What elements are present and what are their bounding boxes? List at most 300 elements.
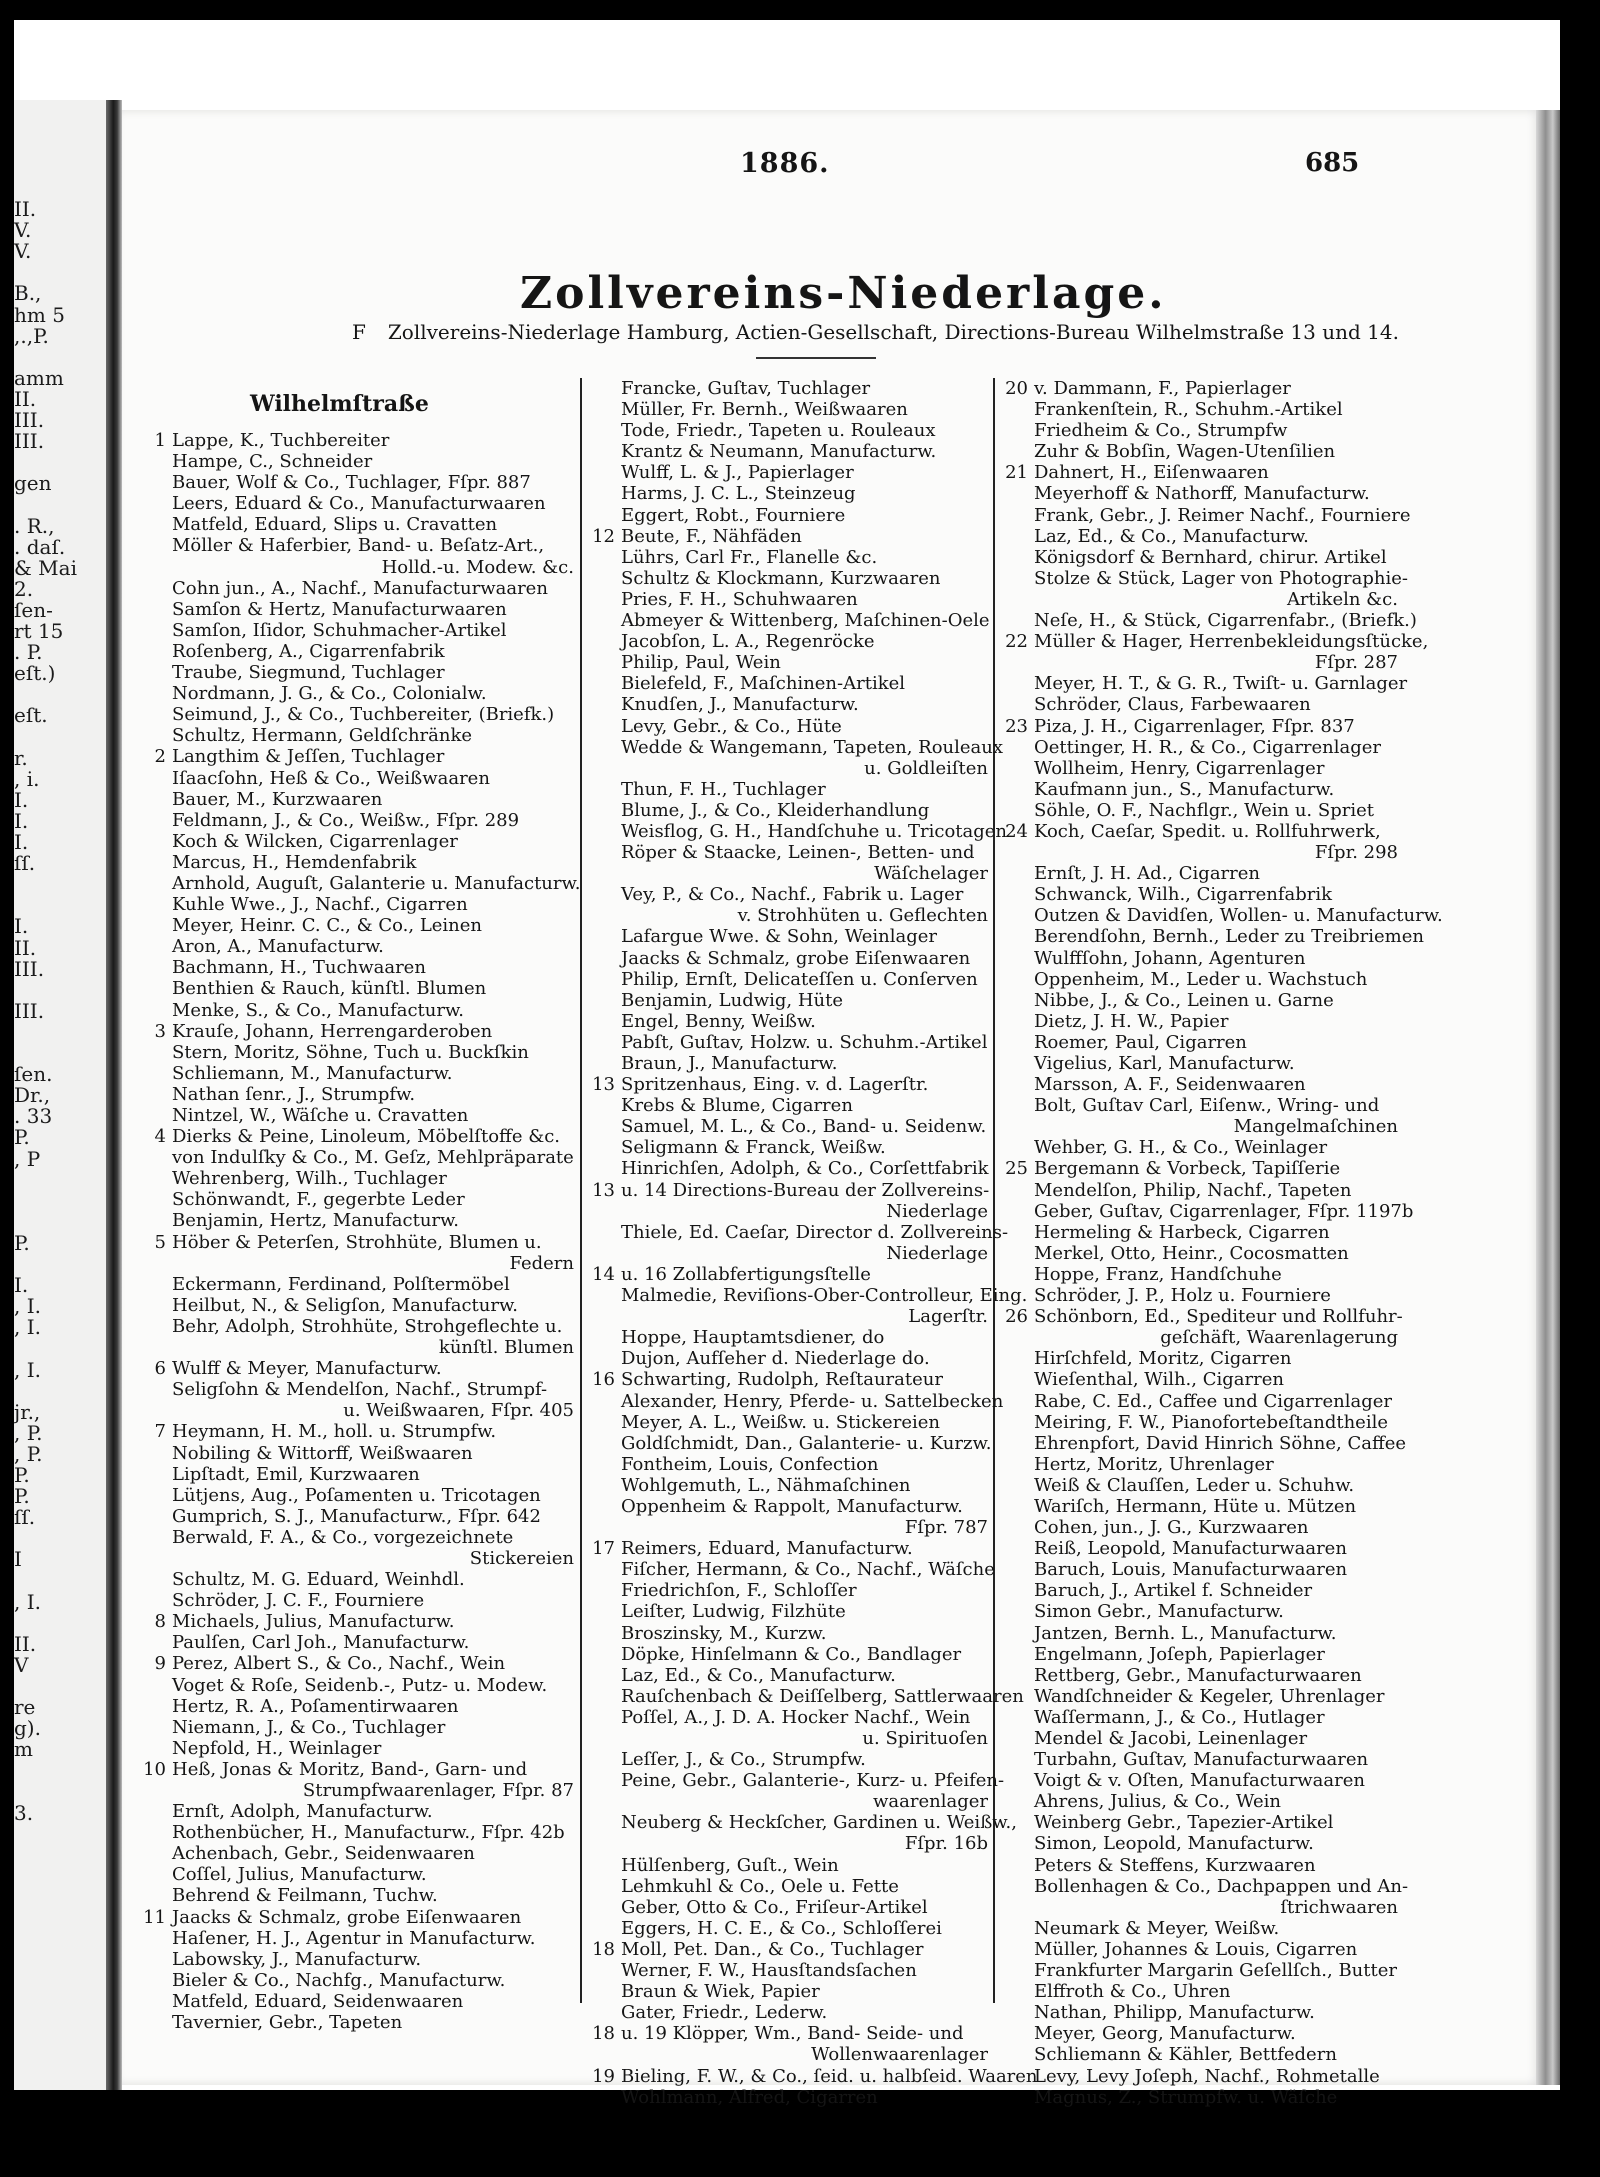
directory-entry bbox=[583, 884, 988, 905]
directory-entry bbox=[996, 1369, 1398, 1390]
entry-text: Nibbe, J., & Co., Leinen u. Garne bbox=[1034, 989, 1334, 1011]
directory-entry bbox=[996, 462, 1398, 483]
prev-page-fragment: . P. bbox=[14, 640, 43, 665]
directory-entry bbox=[583, 1390, 1004, 1412]
directory-entry bbox=[134, 789, 574, 810]
entry-text: Levy, Gebr., & Co., Hüte bbox=[621, 715, 842, 737]
directory-entry bbox=[134, 1949, 574, 1970]
directory-entry bbox=[996, 589, 1398, 610]
prev-page-fragment: , I. bbox=[14, 1589, 41, 1614]
page-number: 685 bbox=[1305, 148, 1360, 178]
entry-text: Magnus, Z., Strumpfw. u. Wäſche bbox=[1034, 2086, 1338, 2108]
entry-text: u. Weißwaaren, Fſpr. 405 bbox=[343, 1400, 574, 1422]
entry-text: Schönborn, Ed., Spediteur und Rollfuhr- bbox=[1034, 1306, 1403, 1328]
directory-entry bbox=[996, 1960, 1398, 1981]
directory-entry bbox=[996, 1011, 1398, 1032]
directory-entry bbox=[996, 1348, 1398, 1369]
house-number: 19 bbox=[592, 2065, 615, 2087]
prev-page-fragment: rt 15 bbox=[14, 619, 64, 643]
prev-page-fragment: ſſ. bbox=[14, 851, 36, 876]
entry-text: Mendelſon, Philip, Nachf., Tapeten bbox=[1034, 1179, 1352, 1201]
entry-text: Lafargue Wwe. & Sohn, Weinlager bbox=[621, 926, 938, 948]
entry-text: Fſpr. 298 bbox=[1314, 842, 1398, 864]
directory-entry bbox=[134, 725, 574, 746]
directory-entry bbox=[996, 1053, 1398, 1074]
page-title: Zollvereins-Niederlage. bbox=[520, 268, 1167, 319]
entry-text: Schröder, J. C. F., Fourniere bbox=[172, 1590, 425, 1612]
entry-text: Schliemann, M., Manufacturw. bbox=[172, 1062, 453, 1084]
entry-text: Frank, Gebr., J. Reimer Nachf., Fourniere bbox=[1034, 504, 1411, 526]
entry-text: Lührs, Carl Fr., Flanelle &c. bbox=[621, 546, 878, 568]
entry-text: Piza, J. H., Cigarrenlager, Fſpr. 837 bbox=[1034, 715, 1355, 737]
directory-entry bbox=[583, 1369, 988, 1390]
entry-text: Schröder, Claus, Farbewaaren bbox=[1034, 694, 1311, 716]
entry-text: Engel, Benny, Weißw. bbox=[621, 1010, 816, 1032]
directory-entry bbox=[134, 1970, 574, 1991]
entry-text: Rabe, C. Ed., Caffee und Cigarrenlager bbox=[1034, 1390, 1392, 1412]
directory-entry bbox=[134, 1126, 574, 1147]
house-number: 3 bbox=[154, 1020, 166, 1042]
prev-page-fragment: I bbox=[14, 1547, 22, 1572]
entry-text: Weisflog, G. H., Handſchuhe u. Tricotagen bbox=[621, 820, 1008, 842]
house-number: 20 bbox=[1005, 378, 1028, 399]
entry-text: Söhle, O. F., Nachflgr., Wein u. Spriet bbox=[1034, 799, 1374, 821]
entry-text: Mendel & Jacobi, Leinenlager bbox=[1034, 1728, 1308, 1749]
directory-entry bbox=[134, 1611, 574, 1632]
directory-entry bbox=[134, 1801, 574, 1822]
entry-text: Lagerſtr. bbox=[908, 1306, 988, 1328]
entry-text: Jacobſon, L. A., Regenröcke bbox=[621, 631, 875, 653]
entry-text: Jaacks & Schmalz, grobe Eiſenwaaren bbox=[172, 1906, 522, 1928]
house-number: 17 bbox=[592, 1538, 615, 1560]
entry-text: Aron, A., Manufacturw. bbox=[172, 936, 384, 958]
entry-text: Wohlmann, Alfred, Cigarren bbox=[621, 2086, 878, 2108]
directory-entry bbox=[583, 1306, 988, 1327]
entry-text: Wehber, G. H., & Co., Weinlager bbox=[1034, 1137, 1328, 1159]
entry-text: Tode, Friedr., Tapeten u. Rouleaux bbox=[621, 420, 936, 442]
entry-text: Federn bbox=[509, 1252, 574, 1274]
entry-text: Koch, Caeſar, Spedit. u. Rollfuhrwerk, bbox=[1034, 820, 1381, 842]
directory-entry bbox=[996, 1707, 1398, 1728]
entry-text: Peine, Gebr., Galanterie-, Kurz- u. Pfeifen- bbox=[621, 1770, 1005, 1792]
prev-page-fragment: II. bbox=[14, 1631, 37, 1656]
entry-text: Stern, Moritz, Söhne, Tuch u. Buckſkin bbox=[172, 1041, 529, 1063]
directory-entry bbox=[996, 1391, 1398, 1412]
directory-entry bbox=[134, 1189, 574, 1210]
entry-text: Dahnert, H., Eiſenwaaren bbox=[1034, 462, 1269, 484]
prev-page-fragment: I. bbox=[14, 914, 29, 939]
directory-entry bbox=[134, 1485, 574, 1506]
entry-text: geſchäft, Waarenlagerung bbox=[1160, 1327, 1398, 1349]
entry-text: Rauſchenbach & Deiſſelberg, Sattlerwaaren bbox=[621, 1685, 1024, 1707]
entry-text: Holld.-u. Modew. &c. bbox=[381, 556, 574, 578]
entry-text: Bolt, Guſtav Carl, Eiſenw., Wring- und bbox=[1034, 1095, 1380, 1117]
entry-text: Samſon, Iſidor, Schuhmacher-Artikel bbox=[172, 619, 507, 641]
prev-page-fragment: I. bbox=[14, 787, 29, 812]
entry-text: Samuel, M. L., & Co., Band- u. Seidenw. bbox=[621, 1116, 987, 1138]
directory-entry bbox=[583, 990, 988, 1011]
directory-entry bbox=[996, 673, 1408, 695]
directory-entry bbox=[996, 1306, 1403, 1328]
house-number: 8 bbox=[154, 1611, 166, 1633]
column-separator bbox=[993, 378, 995, 2003]
directory-entry bbox=[996, 1180, 1398, 1201]
directory-entry bbox=[583, 1348, 988, 1369]
directory-entry bbox=[996, 863, 1398, 884]
directory-entry bbox=[996, 1032, 1398, 1053]
entry-text: Philip, Ernſt, Delicateſſen u. Conſerven bbox=[621, 968, 978, 990]
directory-entry bbox=[583, 758, 988, 779]
directory-entry bbox=[134, 1168, 574, 1189]
directory-entry bbox=[134, 1569, 574, 1590]
entry-text: Nathan ſenr., J., Strumpfw. bbox=[172, 1083, 416, 1105]
directory-entry bbox=[134, 1042, 574, 1063]
directory-entry bbox=[134, 1759, 574, 1780]
entry-text: Frankfurter Margarin Geſellſch., Butter bbox=[1034, 1960, 1397, 1982]
directory-entry bbox=[583, 716, 988, 737]
prev-page-fragment: jr., bbox=[14, 1399, 41, 1424]
directory-entry bbox=[583, 1158, 988, 1179]
house-number: 2 bbox=[154, 746, 166, 768]
entry-text: Strumpfwaarenlager, Fſpr. 87 bbox=[302, 1780, 574, 1801]
entry-text: Fontheim, Louis, Confection bbox=[621, 1453, 879, 1475]
directory-entry bbox=[134, 936, 574, 957]
entry-text: Bielefeld, F., Maſchinen-Artikel bbox=[621, 673, 906, 695]
entry-text: Schönwandt, F., gegerbte Leder bbox=[172, 1189, 465, 1211]
prev-page-fragment: ſen- bbox=[14, 597, 53, 622]
directory-entry bbox=[583, 779, 988, 800]
directory-entry bbox=[134, 894, 574, 915]
directory-column-1 bbox=[134, 378, 581, 2034]
house-number: 18 bbox=[592, 1938, 615, 1960]
directory-entry bbox=[996, 1812, 1398, 1833]
entry-text: Benjamin, Ludwig, Hüte bbox=[621, 989, 844, 1011]
directory-entry bbox=[996, 1222, 1398, 1243]
entry-text: Simon, Leopold, Manufacturw. bbox=[1034, 1833, 1314, 1855]
directory-entry bbox=[996, 800, 1398, 821]
entry-text: Michaels, Julius, Manufacturw. bbox=[172, 1611, 455, 1633]
prev-page-fragment: , I. bbox=[14, 1294, 41, 1319]
directory-entry bbox=[583, 800, 988, 821]
entry-text: Jaacks & Schmalz, grobe Eiſenwaaren bbox=[621, 947, 971, 969]
directory-entry bbox=[996, 1454, 1398, 1475]
entry-text: Roſenberg, A., Cigarrenfabrik bbox=[172, 640, 445, 662]
directory-entry bbox=[134, 1147, 574, 1168]
page-edge bbox=[1536, 110, 1560, 2085]
prev-page-fragment: , I. bbox=[14, 1315, 41, 1340]
directory-entry bbox=[583, 1918, 988, 1939]
entry-text: u. 19 Klöpper, Wm., Band- Seide- und bbox=[621, 2023, 964, 2045]
entry-text: Geber, Otto & Co., Friſeur-Artikel bbox=[621, 1896, 928, 1918]
directory-entry bbox=[583, 1285, 1028, 1307]
entry-text: Niemann, J., & Co., Tuchlager bbox=[172, 1716, 446, 1738]
prev-page-fragment: P. bbox=[14, 1230, 30, 1255]
entry-text: Müller, Johannes & Louis, Cigarren bbox=[1034, 1938, 1358, 1960]
directory-entry bbox=[134, 535, 574, 556]
directory-entry bbox=[996, 1200, 1414, 1222]
directory-entry bbox=[996, 1791, 1398, 1812]
entry-text: Hampe, C., Schneider bbox=[172, 451, 373, 473]
title-rule bbox=[756, 357, 876, 359]
entry-text: Hoppe, Hauptamtsdiener, do bbox=[621, 1327, 885, 1349]
entry-text: Meyer, H. T., & G. R., Twiſt- u. Garnlager bbox=[1034, 673, 1408, 695]
directory-entry bbox=[134, 1063, 574, 1084]
prev-page-fragment: ſſ. bbox=[14, 1505, 36, 1530]
house-number: 25 bbox=[1005, 1158, 1028, 1180]
directory-entry bbox=[996, 842, 1398, 863]
entry-text: Rothenbücher, H., Manufacturw., Fſpr. 42b bbox=[172, 1822, 565, 1844]
house-number: 24 bbox=[1005, 820, 1028, 842]
house-number: 10 bbox=[143, 1758, 166, 1780]
directory-entry bbox=[583, 1074, 988, 1095]
prev-page-fragment: . R., bbox=[14, 513, 55, 538]
directory-entry bbox=[583, 1032, 988, 1053]
directory-entry bbox=[583, 926, 988, 947]
entry-text: Malmedie, Reviſions-Ober-Controlleur, Eing. bbox=[621, 1285, 1028, 1307]
entry-text: Achenbach, Gebr., Seidenwaaren bbox=[172, 1843, 475, 1865]
entry-text: Frankenſtein, R., Schuhm.-Artikel bbox=[1034, 399, 1343, 421]
directory-entry bbox=[583, 820, 1008, 842]
entry-text: Lütjens, Aug., Poſamenten u. Tricotagen bbox=[172, 1484, 541, 1506]
entry-text: Vey, P., & Co., Nachf., Fabrik u. Lager bbox=[621, 884, 964, 906]
directory-entry bbox=[996, 1833, 1398, 1854]
directory-entry bbox=[134, 978, 574, 999]
entry-text: Meyer, Georg, Manufacturw. bbox=[1034, 2023, 1296, 2045]
directory-entry bbox=[583, 1538, 988, 1559]
directory-entry bbox=[134, 472, 574, 493]
directory-entry bbox=[996, 1517, 1398, 1538]
directory-entry bbox=[996, 1137, 1398, 1158]
directory-entry bbox=[134, 620, 574, 641]
directory-entry bbox=[134, 1295, 574, 1316]
directory-entry bbox=[996, 399, 1398, 420]
directory-entry bbox=[583, 568, 988, 589]
directory-entry bbox=[134, 852, 574, 873]
directory-entry bbox=[996, 1623, 1398, 1644]
entry-text: Friedheim & Co., Strumpfw bbox=[1034, 420, 1288, 442]
entry-text: Engelmann, Joſeph, Papierlager bbox=[1034, 1643, 1325, 1665]
entry-text: Thun, F. H., Tuchlager bbox=[621, 778, 826, 800]
house-number: 6 bbox=[154, 1358, 166, 1380]
entry-text: u. 14 Directions-Bureau der Zollvereins- bbox=[621, 1179, 990, 1201]
prev-page-fragment: 3. bbox=[14, 1800, 34, 1825]
entry-text: Niederlage bbox=[886, 1242, 988, 1264]
prev-page-fragment: m bbox=[14, 1737, 33, 1762]
prev-page-fragment: g). bbox=[14, 1716, 41, 1741]
prev-page-fragment: eſt.) bbox=[14, 661, 56, 686]
entry-text: Ahrens, Julius, & Co., Wein bbox=[1034, 1791, 1281, 1813]
entry-text: Seligmann & Franck, Weißw. bbox=[621, 1137, 886, 1159]
directory-entry bbox=[583, 1412, 988, 1433]
entry-text: Dierks & Peine, Linoleum, Möbelſtoffe &c. bbox=[172, 1126, 561, 1148]
directory-entry bbox=[134, 1421, 574, 1442]
house-number: 4 bbox=[154, 1126, 166, 1148]
entry-text: Pries, F. H., Schuhwaaren bbox=[621, 588, 858, 610]
entry-text: Benjamin, Hertz, Manufacturw. bbox=[172, 1210, 460, 1232]
scan-border-top bbox=[14, 0, 1560, 20]
directory-entry bbox=[583, 1517, 988, 1538]
prev-page-fragment: I. bbox=[14, 1273, 29, 1298]
entry-text: Bieling, F. W., & Co., ſeid. u. halbſeid. Waaren bbox=[621, 2065, 1038, 2087]
entry-text: Schwarting, Rudolph, Reſtaurateur bbox=[621, 1369, 943, 1391]
house-number: 1 bbox=[154, 430, 166, 451]
entry-text: Schwanck, Wilh., Cigarrenfabrik bbox=[1034, 884, 1333, 906]
entry-text: Goldſchmidt, Dan., Galanterie- u. Kurzw. bbox=[621, 1432, 992, 1454]
entry-text: Eggert, Robt., Fourniere bbox=[621, 504, 846, 526]
entry-text: Roemer, Paul, Cigarren bbox=[1034, 1031, 1247, 1053]
directory-entry bbox=[996, 2044, 1398, 2065]
entry-text: Kuhle Wwe., J., Nachf., Cigarren bbox=[172, 894, 468, 916]
directory-entry bbox=[583, 1243, 988, 1264]
entry-text: Vigelius, Karl, Manufacturw. bbox=[1034, 1053, 1295, 1074]
entry-text: Krebs & Blume, Cigarren bbox=[621, 1095, 853, 1117]
directory-entry bbox=[583, 673, 988, 694]
entry-text: Fſpr. 16b bbox=[904, 1833, 988, 1855]
entry-text: Tavernier, Gebr., Tapeten bbox=[172, 2012, 403, 2034]
directory-entry bbox=[996, 969, 1398, 990]
directory-entry bbox=[134, 1337, 574, 1358]
directory-entry bbox=[996, 1285, 1398, 1306]
directory-entry bbox=[583, 1011, 988, 1032]
entry-text: Nathan, Philipp, Manufacturw. bbox=[1034, 2002, 1315, 2024]
book-gutter bbox=[106, 100, 122, 2090]
entry-text: Wollenwaarenlager bbox=[811, 2044, 988, 2066]
entry-text: Nepfold, H., Weinlager bbox=[172, 1737, 382, 1759]
entry-text: Wäſchelager bbox=[874, 863, 988, 885]
directory-entry bbox=[134, 1232, 574, 1253]
directory-entry bbox=[996, 1074, 1398, 1095]
directory-entry bbox=[583, 1180, 988, 1201]
entry-text: Hoppe, Franz, Handſchuhe bbox=[1034, 1263, 1282, 1285]
prev-page-fragment: III. bbox=[14, 429, 45, 454]
entry-text: Neſe, H., & Stück, Cigarrenfabr., (Briefk.) bbox=[1034, 610, 1417, 632]
entry-text: Hertz, R. A., Poſamentirwaaren bbox=[172, 1695, 459, 1717]
house-number: 14 bbox=[592, 1263, 615, 1285]
entry-text: von Indulſky & Co., M. Geſz, Mehlpräparate bbox=[172, 1147, 574, 1169]
entry-text: Knudſen, J., Manufacturw. bbox=[621, 694, 859, 716]
directory-entry bbox=[583, 1728, 988, 1749]
entry-text: Werner, F. W., Hausſtandsſachen bbox=[621, 1960, 917, 1982]
prev-page-fragment: P. bbox=[14, 1484, 30, 1509]
directory-entry bbox=[583, 631, 988, 652]
entry-text: Alexander, Henry, Pferde- u. Sattelbecken bbox=[621, 1390, 1004, 1412]
directory-entry bbox=[134, 746, 574, 767]
entry-text: Ernſt, Adolph, Manufacturw. bbox=[172, 1801, 433, 1823]
scan-border-right bbox=[1560, 0, 1600, 2177]
directory-entry bbox=[996, 1580, 1398, 1601]
house-number: 13 bbox=[592, 1179, 615, 1201]
directory-entry bbox=[996, 884, 1398, 905]
entry-text: Wandſchneider & Kegeler, Uhrenlager bbox=[1034, 1685, 1385, 1707]
entry-text: Berwald, F. A., & Co., vorgezeichnete bbox=[172, 1526, 514, 1548]
entry-text: Wehrenberg, Wilh., Tuchlager bbox=[172, 1168, 447, 1190]
directory-entry bbox=[583, 399, 988, 420]
directory-entry bbox=[583, 1116, 988, 1137]
directory-entry bbox=[134, 810, 574, 831]
directory-entry bbox=[996, 821, 1398, 842]
prev-page-fragment: II. bbox=[14, 386, 37, 411]
entry-text: Bollenhagen & Co., Dachpappen und An- bbox=[1034, 1875, 1409, 1897]
entry-text: Nobiling & Wittorff, Weißwaaren bbox=[172, 1442, 473, 1464]
entry-text: Baruch, J., Artikel f. Schneider bbox=[1034, 1580, 1313, 1602]
directory-entry bbox=[996, 1981, 1398, 2002]
prev-page-fragment: I. bbox=[14, 830, 29, 854]
directory-entry bbox=[583, 462, 988, 483]
directory-entry bbox=[134, 1548, 574, 1569]
directory-entry bbox=[583, 1770, 1005, 1792]
prev-page-fragment: V bbox=[14, 1652, 29, 1677]
directory-entry bbox=[134, 430, 574, 451]
entry-text: Wulffſohn, Johann, Agenturen bbox=[1034, 947, 1306, 969]
entry-text: Fſpr. 287 bbox=[1314, 652, 1398, 674]
entry-text: Coſſel, Julius, Manufacturw. bbox=[172, 1864, 427, 1886]
entry-text: künſtl. Blumen bbox=[438, 1337, 574, 1359]
directory-entry bbox=[996, 1918, 1398, 1939]
entry-text: Wulff & Meyer, Manufacturw. bbox=[172, 1358, 442, 1380]
prev-page-fragment: V. bbox=[14, 218, 32, 243]
directory-entry bbox=[583, 1327, 988, 1348]
directory-entry bbox=[134, 1316, 574, 1337]
directory-entry bbox=[996, 567, 1408, 589]
directory-entry bbox=[996, 652, 1398, 673]
directory-entry bbox=[134, 2012, 574, 2033]
house-number: 21 bbox=[1005, 462, 1028, 484]
entry-text: Wollheim, Henry, Cigarrenlager bbox=[1034, 757, 1325, 779]
entry-text: Eckermann, Ferdinand, Polſtermöbel bbox=[172, 1273, 510, 1295]
entry-text: Leers, Eduard & Co., Manufacturwaaren bbox=[172, 493, 546, 515]
entry-text: Laz, Ed., & Co., Manufacturw. bbox=[1034, 525, 1309, 547]
entry-text: Braun, J., Manufacturw. bbox=[621, 1053, 838, 1074]
prev-page-fragment: I. bbox=[14, 808, 29, 833]
directory-entry bbox=[996, 1665, 1398, 1686]
section-marker: F bbox=[352, 320, 366, 344]
directory-entry bbox=[996, 1095, 1398, 1116]
directory-entry bbox=[583, 1559, 995, 1581]
entry-text: Schultz, Hermann, Geldſchränke bbox=[172, 725, 473, 747]
directory-entry bbox=[583, 863, 988, 884]
entry-text: u. 16 Zollabfertigungsſtelle bbox=[621, 1263, 871, 1285]
prev-page-fragment: , P bbox=[14, 1146, 41, 1171]
entry-text: Koch & Wilcken, Cigarrenlager bbox=[172, 830, 458, 852]
directory-entry bbox=[583, 1981, 988, 2002]
directory-entry bbox=[134, 1717, 574, 1738]
directory-entry bbox=[583, 1137, 988, 1158]
street-heading: Wilhelmſtraße bbox=[250, 391, 429, 417]
entry-text: u. Goldleiſten bbox=[864, 757, 988, 779]
directory-entry bbox=[583, 1897, 988, 1918]
directory-entry bbox=[996, 1432, 1407, 1454]
directory-entry bbox=[996, 420, 1398, 441]
prev-page-fragment: hm 5 bbox=[14, 302, 65, 327]
directory-entry bbox=[996, 1264, 1398, 1285]
page-subtitle bbox=[352, 320, 1399, 344]
prev-page-fragment: P. bbox=[14, 1463, 30, 1487]
entry-text: Niederlage bbox=[886, 1200, 988, 1222]
directory-entry bbox=[583, 652, 988, 673]
directory-entry bbox=[996, 1686, 1398, 1707]
directory-entry bbox=[996, 1875, 1409, 1897]
directory-entry bbox=[996, 1158, 1398, 1179]
directory-entry bbox=[583, 2065, 1038, 2087]
entry-text: Schultz, M. G. Eduard, Weinhdl. bbox=[172, 1569, 465, 1591]
directory-entry bbox=[583, 1496, 988, 1517]
directory-entry bbox=[583, 547, 988, 568]
entry-text: Samſon & Hertz, Manufacturwaaren bbox=[172, 598, 507, 620]
directory-entry bbox=[134, 1738, 574, 1759]
entry-text: Reimers, Eduard, Manufacturw. bbox=[621, 1538, 913, 1560]
entry-text: ſtrichwaaren bbox=[1280, 1896, 1398, 1918]
entry-text: Poſſel, A., J. D. A. Hocker Nachf., Wein bbox=[621, 1706, 971, 1728]
